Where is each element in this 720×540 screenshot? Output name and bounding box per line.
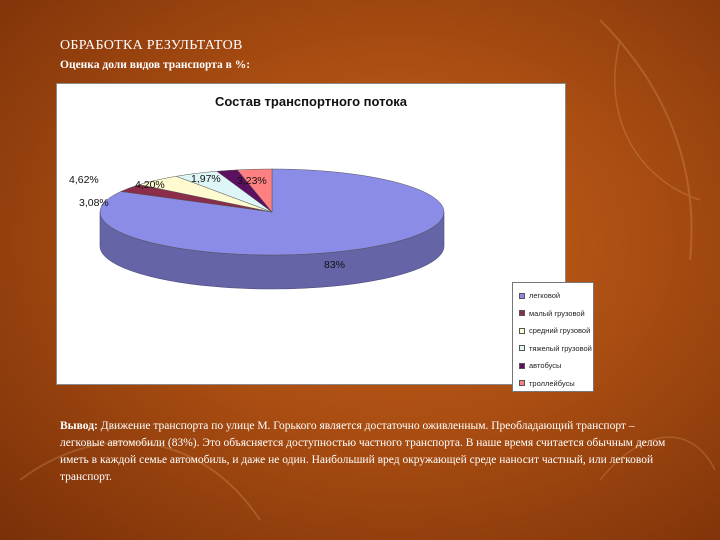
legend-swatch — [519, 293, 525, 299]
chart-legend — [512, 282, 594, 392]
data-label-small-truck: 3,08% — [79, 197, 109, 209]
slide-subtitle: Оценка доли видов транспорта в %: — [60, 59, 251, 71]
legend-swatch — [519, 380, 525, 386]
legend-item-trolleybus — [519, 375, 593, 393]
chart-title: Состав транспортного потока — [214, 94, 408, 109]
chart-container — [56, 83, 592, 388]
data-label-bus: 1,97% — [191, 173, 221, 185]
data-label-heavy-truck: 4,20% — [135, 179, 165, 191]
slide-title: ОБРАБОТКА РЕЗУЛЬТАТОВ — [60, 38, 243, 53]
legend-swatch — [519, 328, 525, 334]
legend-swatch — [519, 310, 525, 316]
conclusion-text — [60, 418, 670, 486]
conclusion-body: Движение транспорта по улице М. Горького является достаточно оживленным. Преобладающий транспорт – легковые автомобили (83%). Это объясняется доступностью частного транспорта. В наше время считается обычным делом иметь в каждой семье автомобиль, и даже не один. Наибольший вред окружающей среде наносит частный, или легковой транспорт. — [60, 420, 666, 483]
data-label-trolleybus: 3,23% — [237, 175, 267, 187]
pie-chart — [57, 84, 565, 384]
legend-label: автобусы — [529, 361, 562, 371]
legend-item-small-truck — [519, 305, 593, 323]
legend-label: средний грузовой — [529, 326, 591, 336]
legend-label: малый грузовой — [529, 308, 585, 318]
legend-swatch — [519, 363, 525, 369]
conclusion-label: Вывод: — [60, 420, 98, 432]
legend-item-heavy-truck — [519, 340, 593, 358]
data-label-medium-truck: 4,62% — [69, 174, 99, 186]
legend-label: легковой — [529, 291, 561, 301]
legend-swatch — [519, 345, 525, 351]
legend-item-bus — [519, 357, 593, 375]
legend-item-passenger — [519, 287, 593, 305]
data-label-main: 83% — [324, 259, 346, 271]
legend-label: тяжелый грузовой — [529, 343, 592, 353]
legend-label: троллейбусы — [529, 378, 575, 388]
legend-item-medium-truck — [519, 322, 593, 340]
